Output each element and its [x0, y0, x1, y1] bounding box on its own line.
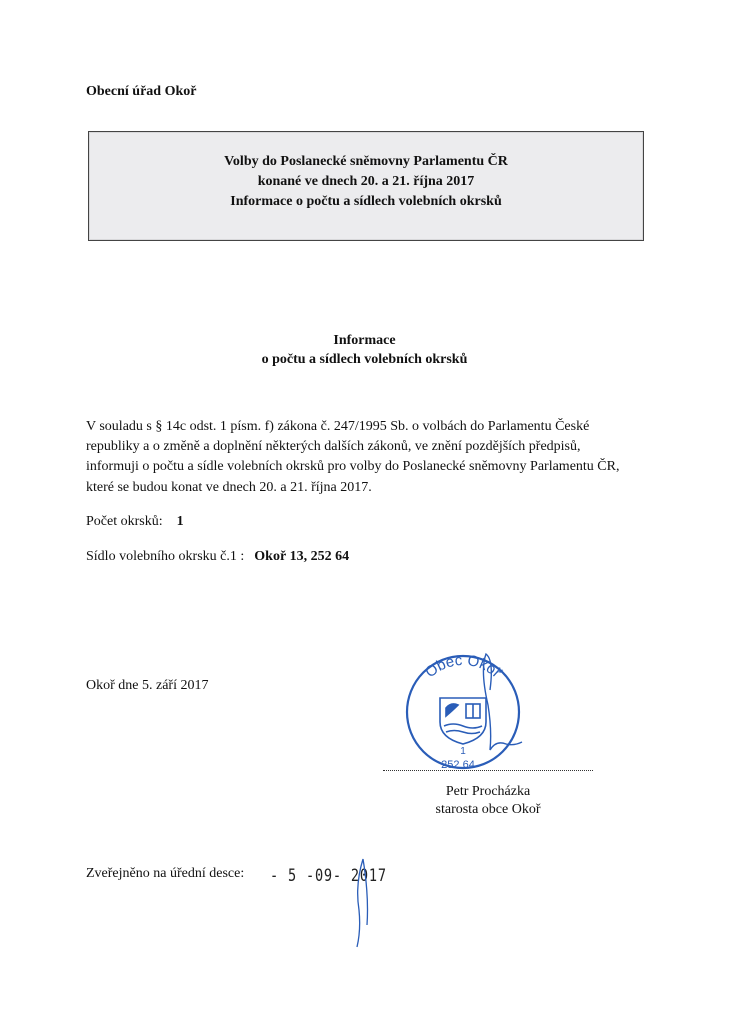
signature-line [383, 770, 593, 771]
header-line-2: konané ve dnech 20. a 21. října 2017 [257, 174, 475, 189]
paragraph-line: republiky a o změně a doplnění některých dalších zákonů, ve znění pozdějších předpisů, [86, 439, 581, 454]
district-seat-row [86, 549, 349, 565]
document-title: Informace [333, 333, 396, 348]
district-count-row [86, 514, 184, 530]
header-line-1: Volby do Poslanecké sněmovny Parlamentu ČR [224, 154, 508, 169]
initials-signature [345, 855, 375, 950]
coat-of-arms-icon [440, 698, 486, 744]
authority-name: Obecní úřad Okoř [86, 84, 197, 99]
published-label: Zveřejněno na úřední desce: [86, 866, 245, 881]
paragraph-line: V souladu s § 14c odst. 1 písm. f) zákona č. 247/1995 Sb. o volbách do Parlamentu České [86, 419, 590, 434]
municipal-stamp [398, 650, 538, 780]
signer-name: Petr Procházka [445, 784, 531, 799]
header-line-3: Informace o počtu a sídlech volebních okrsků [230, 194, 502, 209]
district-seat-value: Okoř 13, 252 64 [254, 549, 350, 564]
stamp-number: 1 [460, 746, 466, 757]
stamp-postcode: 252 64 [441, 759, 475, 771]
stamp-text: Obec Okoř [422, 651, 505, 682]
paragraph-line: informuji o počtu a sídle volebních okrsků pro volby do Poslanecké sněmovny Parlamentu ČR, [86, 459, 620, 474]
district-seat-label: Sídlo volebního okrsku č.1 : [86, 549, 245, 564]
district-count-value: 1 [176, 514, 184, 529]
document-subtitle: o počtu a sídlech volebních okrsků [261, 352, 468, 367]
place-and-date: Okoř dne 5. září 2017 [86, 678, 209, 693]
signer-role: starosta obce Okoř [435, 802, 541, 817]
district-count-label: Počet okrsků: [86, 514, 163, 529]
header-box [88, 131, 644, 241]
paragraph-line: které se budou konat ve dnech 20. a 21. října 2017. [86, 480, 372, 495]
published-date-stamp: - 5 -09- 2017 [270, 866, 387, 886]
